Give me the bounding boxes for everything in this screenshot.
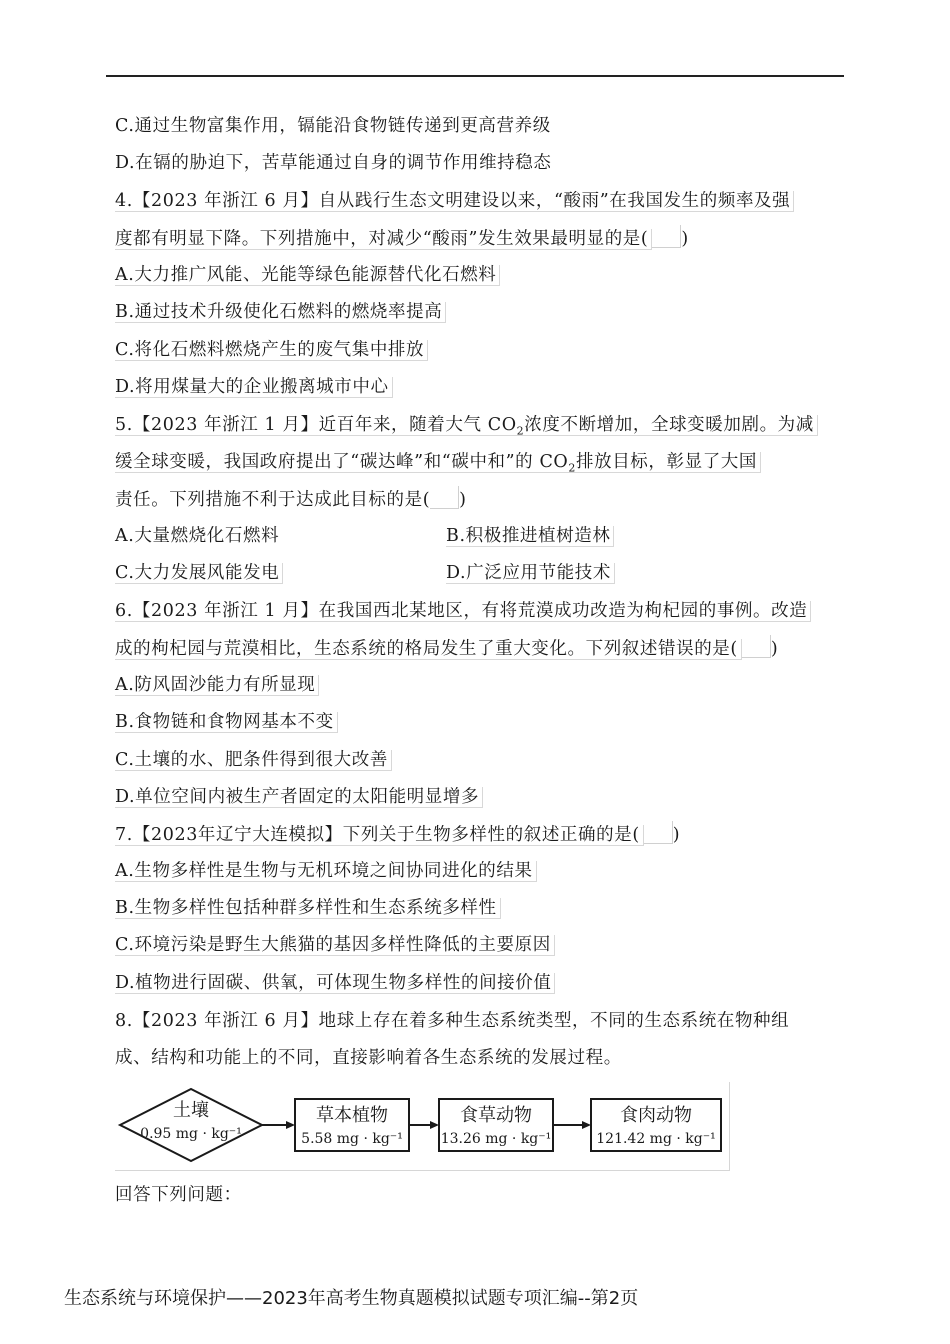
header-rule: [106, 75, 844, 77]
answer-blank[interactable]: [430, 486, 459, 509]
q5-stem-line2: 缓全球变暖，我国政府提出了“碳达峰”和“碳中和”的 $CO_2$排放目标，彰显了大国: [115, 449, 761, 482]
q7-option-c: C.环境污染是野生大熊猫的基因多样性降低的主要原因: [115, 932, 555, 958]
carnivore-label: 食肉动物: [620, 1105, 692, 1126]
q6-option-b: B.食物链和食物网基本不变: [115, 709, 338, 735]
q4-stem-line2: 度都有明显下降。下列措施中，对减少“酸雨”发生效果最明显的是( ): [115, 225, 689, 252]
food-chain-diagram: [115, 1082, 730, 1171]
arrowhead-icon: [286, 1121, 295, 1129]
q5-option-c: C.大力发展风能发电: [115, 560, 283, 586]
q5-option-a: A.大量燃烧化石燃料: [115, 526, 280, 546]
q6-stem-line2: 成的枸杞园与荒漠相比，生态系统的格局发生了重大变化。下列叙述错误的是( ): [115, 635, 778, 662]
q6-stem-line1: 6.【2023 年浙江 1 月】在我国西北某地区，有将荒漠成功改造为枸杞园的事例。改造: [115, 598, 811, 624]
herbivore-value: 13.26 mg · kg⁻¹: [440, 1131, 552, 1147]
q4-option-c: C.将化石燃料燃烧产生的废气集中排放: [115, 337, 428, 363]
q7-option-d: D.植物进行固碳、供氧，可体现生物多样性的间接价值: [115, 970, 555, 996]
q5-option-b: B.积极推进植树造林: [446, 523, 614, 549]
answer-blank[interactable]: [644, 821, 673, 844]
arrowhead-icon: [430, 1121, 439, 1129]
herb-plant-label: 草本植物: [316, 1105, 388, 1126]
soil-value: 0.95 mg · kg⁻¹: [140, 1126, 242, 1142]
herbivore-label: 食草动物: [460, 1105, 532, 1126]
soil-label: 土壤: [173, 1100, 209, 1121]
q4-option-d: D.将用煤量大的企业搬离城市中心: [115, 374, 393, 400]
q4-stem-line1: 4.【2023 年浙江 6 月】自从践行生态文明建设以来，“酸雨”在我国发生的频率及强: [115, 188, 794, 214]
q8-prompt: 回答下列问题：: [115, 1185, 242, 1205]
carnivore-value: 121.42 mg · kg⁻¹: [596, 1131, 716, 1147]
q7-stem: 7.【2023年辽宁大连模拟】下列关于生物多样性的叙述正确的是( ): [115, 821, 680, 848]
q8-stem-line1: 8.【2023 年浙江 6 月】地球上存在着多种生态系统类型，不同的生态系统在物种组: [115, 1011, 790, 1031]
q5-stem-line1: 5.【2023 年浙江 1 月】近百年来，随着大气 $CO_2$浓度不断增加，全球变暖加剧。为减: [115, 412, 818, 445]
q7-option-a: A.生物多样性是生物与无机环境之间协同进化的结果: [115, 858, 537, 884]
q4-option-a: A.大力推广风能、光能等绿色能源替代化石燃料: [115, 262, 500, 288]
answer-blank[interactable]: [742, 635, 771, 658]
page-footer: 生态系统与环境保护——2023年高考生物真题模拟试题专项汇编--第2页: [64, 1288, 639, 1309]
herb-plant-value: 5.58 mg · kg⁻¹: [301, 1131, 403, 1147]
q3-option-d: D.在镉的胁迫下，苦草能通过自身的调节作用维持稳态: [115, 153, 552, 173]
answer-blank[interactable]: [652, 225, 681, 248]
q8-stem-line2: 成、结构和功能上的不同，直接影响着各生态系统的发展过程。: [115, 1048, 622, 1068]
q5-stem-line3: 责任。下列措施不利于达成此目标的是( ): [115, 486, 467, 513]
q4-option-b: B.通过技术升级使化石燃料的燃烧率提高: [115, 299, 446, 325]
arrowhead-icon: [582, 1121, 591, 1129]
q7-option-b: B.生物多样性包括种群多样性和生态系统多样性: [115, 895, 501, 921]
q5-option-d: D.广泛应用节能技术: [446, 560, 615, 586]
q6-option-c: C.土壤的水、肥条件得到很大改善: [115, 747, 392, 773]
q3-option-c: C.通过生物富集作用，镉能沿食物链传递到更高营养级: [115, 116, 551, 136]
q6-option-d: D.单位空间内被生产者固定的太阳能明显增多: [115, 784, 483, 810]
q6-option-a: A.防风固沙能力有所显现: [115, 672, 319, 698]
